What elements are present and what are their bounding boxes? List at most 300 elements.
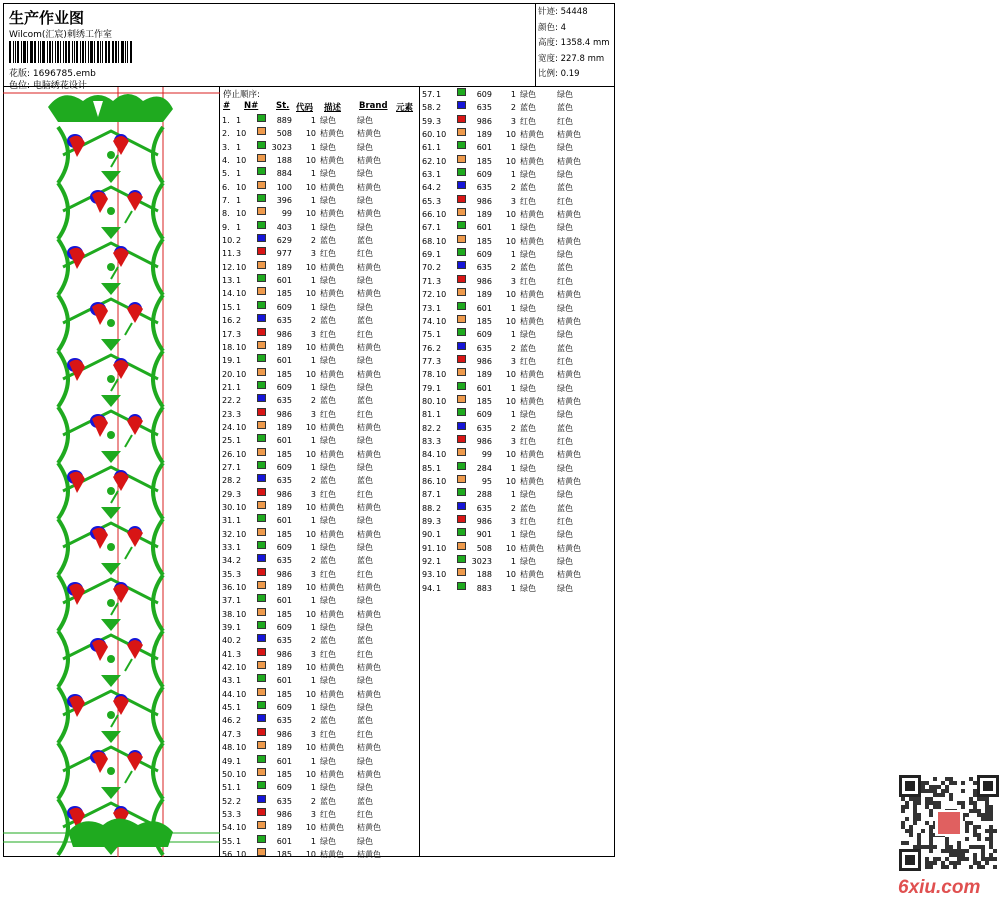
thread-index: 1 bbox=[436, 583, 442, 593]
color-desc: 红色 bbox=[520, 276, 536, 286]
stop-row bbox=[420, 435, 620, 448]
color-code: 1 bbox=[510, 530, 516, 540]
stop-row bbox=[220, 848, 420, 861]
color-brand: 蓝色 bbox=[557, 263, 573, 273]
row-number: 41. bbox=[222, 649, 235, 659]
color-swatch bbox=[257, 768, 266, 776]
color-brand: 蓝色 bbox=[357, 556, 373, 566]
color-brand: 桔黄色 bbox=[557, 290, 581, 300]
row-number: 28. bbox=[222, 476, 235, 486]
row-number: 67. bbox=[422, 223, 435, 233]
row-number: 14. bbox=[222, 289, 235, 299]
column-headers: # N# St. 代码 描述 Brand 元素 bbox=[223, 101, 414, 113]
color-desc: 蓝色 bbox=[520, 183, 536, 193]
color-brand: 红色 bbox=[557, 517, 573, 526]
color-code: 1 bbox=[310, 462, 316, 472]
stop-row bbox=[220, 287, 420, 300]
color-brand: 红色 bbox=[557, 356, 573, 366]
color-swatch bbox=[257, 194, 266, 202]
color-desc: 桔黄色 bbox=[520, 236, 544, 246]
color-code: 2 bbox=[310, 796, 316, 806]
thread-index: 1 bbox=[436, 383, 442, 393]
thread-index: 2 bbox=[436, 263, 442, 273]
row-number: 79. bbox=[422, 383, 435, 393]
color-brand: 桔黄色 bbox=[557, 543, 581, 553]
stop-row bbox=[420, 342, 620, 355]
color-swatch bbox=[457, 168, 466, 176]
color-swatch bbox=[457, 448, 466, 456]
stitch-count: 601 bbox=[276, 756, 292, 766]
color-desc: 红色 bbox=[520, 517, 536, 526]
thread-index: 1 bbox=[236, 623, 242, 633]
row-number: 33. bbox=[222, 543, 235, 552]
thread-index: 10 bbox=[236, 502, 247, 512]
color-swatch bbox=[257, 421, 266, 429]
row-number: 32. bbox=[222, 529, 235, 539]
color-code: 2 bbox=[310, 396, 316, 406]
color-code: 1 bbox=[310, 302, 316, 312]
color-desc: 绿色 bbox=[320, 543, 336, 552]
stitch-count: 609 bbox=[276, 623, 292, 633]
color-swatch bbox=[257, 728, 266, 736]
thread-index: 1 bbox=[436, 530, 442, 540]
stop-row bbox=[220, 274, 420, 287]
color-swatch bbox=[457, 328, 466, 336]
stitch-count: 188 bbox=[476, 570, 492, 580]
color-swatch bbox=[257, 461, 266, 469]
color-brand: 蓝色 bbox=[557, 423, 573, 433]
color-code: 1 bbox=[310, 356, 316, 366]
color-position: 电脑绣花设计 bbox=[32, 81, 87, 91]
stop-row bbox=[420, 462, 620, 475]
thread-index: 3 bbox=[436, 436, 442, 446]
color-swatch bbox=[257, 488, 266, 496]
color-swatch bbox=[457, 422, 466, 430]
stitch-count: 986 bbox=[276, 649, 292, 659]
color-desc: 蓝色 bbox=[320, 796, 336, 806]
color-desc: 绿色 bbox=[320, 169, 336, 179]
color-brand: 绿色 bbox=[557, 383, 573, 393]
color-code: 1 bbox=[310, 436, 316, 446]
color-brand: 绿色 bbox=[557, 303, 573, 313]
color-brand: 红色 bbox=[557, 196, 573, 206]
color-swatch bbox=[257, 434, 266, 442]
stop-row bbox=[420, 422, 620, 435]
stitch-count: 189 bbox=[276, 342, 292, 352]
stitch-count: 601 bbox=[276, 516, 292, 526]
color-swatch bbox=[457, 395, 466, 403]
stitch-count: 601 bbox=[476, 143, 492, 153]
color-line: 色位: 电脑绣花设计 bbox=[9, 81, 87, 91]
thread-index: 1 bbox=[236, 676, 242, 686]
row-number: 39. bbox=[222, 623, 235, 633]
color-desc: 蓝色 bbox=[520, 423, 536, 433]
row-number: 1. bbox=[222, 116, 230, 125]
color-swatch bbox=[257, 674, 266, 682]
stitch-count: 609 bbox=[276, 462, 292, 472]
row-number: 59. bbox=[422, 116, 435, 126]
stop-row bbox=[220, 301, 420, 314]
stop-row bbox=[420, 88, 620, 101]
stop-row bbox=[420, 302, 620, 315]
color-swatch bbox=[257, 848, 266, 856]
color-swatch bbox=[257, 688, 266, 696]
stitch-count: 189 bbox=[476, 210, 492, 220]
stat-height: 高度: 1358.4 mm bbox=[538, 38, 610, 48]
stitch-count: 185 bbox=[276, 849, 292, 859]
stop-row bbox=[220, 341, 420, 354]
color-desc: 绿色 bbox=[520, 383, 536, 393]
stop-row bbox=[220, 408, 420, 421]
stop-row bbox=[420, 515, 620, 528]
row-number: 27. bbox=[222, 462, 235, 472]
stitch-count: 609 bbox=[276, 543, 292, 552]
color-desc: 绿色 bbox=[320, 596, 336, 606]
color-desc: 绿色 bbox=[520, 90, 536, 99]
stop-row bbox=[220, 394, 420, 407]
thread-index: 10 bbox=[236, 743, 247, 753]
color-swatch bbox=[457, 475, 466, 483]
stitch-count: 986 bbox=[476, 517, 492, 526]
color-brand: 蓝色 bbox=[557, 183, 573, 193]
row-number: 72. bbox=[422, 290, 435, 300]
color-brand: 绿色 bbox=[357, 676, 373, 686]
color-swatch bbox=[257, 381, 266, 389]
color-desc: 桔黄色 bbox=[320, 689, 344, 699]
stop-row bbox=[220, 381, 420, 394]
color-code: 1 bbox=[510, 250, 516, 260]
color-swatch bbox=[457, 568, 466, 576]
row-number: 88. bbox=[422, 503, 435, 513]
row-number: 11. bbox=[222, 249, 235, 259]
color-desc: 绿色 bbox=[520, 170, 536, 180]
stop-row bbox=[220, 808, 420, 821]
row-number: 50. bbox=[222, 769, 235, 779]
stop-row bbox=[220, 541, 420, 554]
stop-row bbox=[220, 701, 420, 714]
row-number: 76. bbox=[422, 343, 435, 353]
stitch-count: 986 bbox=[476, 196, 492, 206]
color-code: 2 bbox=[310, 316, 316, 326]
stop-row bbox=[220, 741, 420, 754]
row-number: 82. bbox=[422, 423, 435, 433]
color-brand: 绿色 bbox=[557, 250, 573, 260]
color-code: 10 bbox=[305, 342, 316, 352]
stitch-count: 635 bbox=[276, 716, 292, 726]
color-swatch bbox=[257, 741, 266, 749]
stitch-count: 601 bbox=[476, 223, 492, 233]
color-code: 2 bbox=[310, 476, 316, 486]
color-desc: 桔黄色 bbox=[320, 369, 344, 379]
stitch-count: 185 bbox=[276, 689, 292, 699]
color-code: 1 bbox=[310, 382, 316, 392]
color-swatch bbox=[257, 474, 266, 482]
color-swatch bbox=[257, 221, 266, 229]
thread-index: 10 bbox=[236, 849, 247, 859]
color-brand: 红色 bbox=[357, 489, 373, 499]
color-brand: 桔黄色 bbox=[357, 182, 381, 192]
embroidery-design-image bbox=[3, 87, 220, 857]
thread-index: 10 bbox=[436, 210, 447, 220]
thread-index: 1 bbox=[436, 490, 442, 500]
color-swatch bbox=[257, 314, 266, 322]
color-brand: 绿色 bbox=[357, 783, 373, 793]
color-code: 2 bbox=[310, 716, 316, 726]
thread-index: 3 bbox=[436, 517, 442, 526]
row-number: 44. bbox=[222, 689, 235, 699]
color-swatch bbox=[457, 555, 466, 563]
row-number: 86. bbox=[422, 476, 435, 486]
stitch-count: 986 bbox=[476, 356, 492, 366]
color-swatch bbox=[257, 127, 266, 135]
stop-row bbox=[420, 275, 620, 288]
thread-index: 2 bbox=[236, 636, 242, 646]
color-swatch bbox=[257, 181, 266, 189]
row-number: 12. bbox=[222, 262, 235, 272]
stitch-count: 609 bbox=[476, 170, 492, 180]
color-desc: 桔黄色 bbox=[320, 769, 344, 779]
color-code: 10 bbox=[305, 289, 316, 299]
thread-index: 1 bbox=[236, 196, 242, 206]
color-brand: 蓝色 bbox=[357, 396, 373, 406]
color-desc: 桔黄色 bbox=[320, 156, 344, 166]
color-swatch bbox=[257, 501, 266, 509]
color-swatch bbox=[457, 502, 466, 510]
row-number: 45. bbox=[222, 703, 235, 713]
color-code: 2 bbox=[510, 103, 516, 113]
color-brand: 绿色 bbox=[357, 116, 373, 125]
stop-row bbox=[220, 261, 420, 274]
row-number: 80. bbox=[422, 396, 435, 406]
thread-index: 10 bbox=[436, 450, 447, 460]
color-swatch bbox=[257, 167, 266, 175]
stitch-count: 609 bbox=[476, 90, 492, 99]
color-swatch bbox=[257, 354, 266, 362]
color-code: 10 bbox=[305, 663, 316, 673]
stop-row bbox=[220, 581, 420, 594]
color-swatch bbox=[257, 701, 266, 709]
color-desc: 桔黄色 bbox=[520, 290, 544, 300]
color-desc: 绿色 bbox=[320, 703, 336, 713]
row-number: 74. bbox=[422, 316, 435, 326]
stop-row bbox=[220, 594, 420, 607]
color-code: 1 bbox=[310, 623, 316, 633]
color-desc: 红色 bbox=[320, 569, 336, 579]
watermark-logo: 6xiu.com bbox=[898, 877, 981, 898]
row-number: 49. bbox=[222, 756, 235, 766]
color-brand: 绿色 bbox=[357, 222, 373, 232]
row-number: 21. bbox=[222, 382, 235, 392]
color-swatch bbox=[257, 528, 266, 536]
stitch-count: 601 bbox=[276, 596, 292, 606]
stitch-count: 189 bbox=[276, 743, 292, 753]
color-desc: 桔黄色 bbox=[320, 262, 344, 272]
color-swatch bbox=[257, 394, 266, 402]
color-brand: 桔黄色 bbox=[357, 209, 381, 219]
stitch-count: 189 bbox=[276, 262, 292, 272]
thread-index: 1 bbox=[236, 222, 242, 232]
color-code: 10 bbox=[305, 743, 316, 753]
stitch-count: 185 bbox=[476, 236, 492, 246]
stitch-count: 609 bbox=[276, 382, 292, 392]
color-brand: 桔黄色 bbox=[357, 689, 381, 699]
color-code: 1 bbox=[310, 196, 316, 206]
color-swatch bbox=[457, 208, 466, 216]
color-brand: 红色 bbox=[357, 569, 373, 579]
color-code: 2 bbox=[510, 343, 516, 353]
color-desc: 桔黄色 bbox=[520, 570, 544, 580]
row-number: 81. bbox=[422, 410, 435, 420]
stat-scale: 比例: 0.19 bbox=[538, 69, 580, 79]
row-number: 29. bbox=[222, 489, 235, 499]
row-number: 64. bbox=[422, 183, 435, 193]
color-code: 3 bbox=[510, 517, 516, 526]
stitch-count: 986 bbox=[276, 569, 292, 579]
color-swatch bbox=[257, 608, 266, 616]
stop-row bbox=[420, 542, 620, 555]
color-swatch bbox=[457, 382, 466, 390]
stop-row bbox=[220, 448, 420, 461]
color-desc: 绿色 bbox=[520, 557, 536, 567]
color-brand: 桔黄色 bbox=[357, 449, 381, 459]
color-desc: 桔黄色 bbox=[320, 823, 344, 833]
row-number: 84. bbox=[422, 450, 435, 460]
color-brand: 蓝色 bbox=[357, 476, 373, 486]
color-desc: 绿色 bbox=[320, 462, 336, 472]
color-code: 1 bbox=[310, 543, 316, 552]
stitch-count: 100 bbox=[276, 182, 292, 192]
color-swatch bbox=[257, 287, 266, 295]
stitch-count: 629 bbox=[276, 236, 292, 246]
color-brand: 桔黄色 bbox=[357, 289, 381, 299]
color-brand: 绿色 bbox=[357, 436, 373, 446]
color-brand: 蓝色 bbox=[357, 316, 373, 326]
color-swatch bbox=[257, 514, 266, 522]
row-number: 3. bbox=[222, 142, 230, 152]
color-swatch bbox=[257, 234, 266, 242]
color-swatch bbox=[457, 515, 466, 523]
color-desc: 蓝色 bbox=[320, 396, 336, 406]
color-swatch bbox=[457, 408, 466, 416]
row-number: 71. bbox=[422, 276, 435, 286]
color-swatch bbox=[257, 594, 266, 602]
color-brand: 桔黄色 bbox=[357, 743, 381, 753]
thread-index: 10 bbox=[236, 609, 247, 619]
color-swatch bbox=[457, 101, 466, 109]
stop-list-2 bbox=[420, 88, 620, 595]
stat-stitches: 针迹: 54448 bbox=[538, 7, 588, 17]
stitch-count: 986 bbox=[476, 116, 492, 126]
barcode bbox=[9, 41, 133, 63]
color-desc: 绿色 bbox=[520, 143, 536, 153]
color-desc: 桔黄色 bbox=[320, 422, 344, 432]
thread-index: 2 bbox=[436, 503, 442, 513]
color-brand: 绿色 bbox=[357, 196, 373, 206]
color-brand: 红色 bbox=[557, 276, 573, 286]
color-desc: 红色 bbox=[320, 729, 336, 739]
page-title: 生产作业图 bbox=[9, 9, 85, 27]
stop-row bbox=[220, 768, 420, 781]
color-brand: 桔黄色 bbox=[557, 210, 581, 220]
color-swatch bbox=[457, 181, 466, 189]
color-brand: 桔黄色 bbox=[357, 129, 381, 139]
color-code: 10 bbox=[505, 210, 516, 220]
color-brand: 绿色 bbox=[557, 530, 573, 540]
thread-index: 2 bbox=[436, 103, 442, 113]
color-swatch bbox=[257, 821, 266, 829]
color-swatch bbox=[457, 435, 466, 443]
stop-row bbox=[420, 582, 620, 595]
color-brand: 绿色 bbox=[357, 169, 373, 179]
row-number: 66. bbox=[422, 210, 435, 220]
color-desc: 绿色 bbox=[520, 410, 536, 420]
color-brand: 桔黄色 bbox=[357, 156, 381, 166]
color-brand: 绿色 bbox=[557, 170, 573, 180]
stop-row bbox=[420, 261, 620, 274]
color-code: 1 bbox=[310, 836, 316, 846]
color-swatch bbox=[257, 328, 266, 336]
thread-index: 3 bbox=[436, 276, 442, 286]
thread-index: 2 bbox=[236, 396, 242, 406]
stop-row bbox=[220, 247, 420, 260]
color-brand: 桔黄色 bbox=[557, 476, 581, 486]
stitch-count: 288 bbox=[476, 490, 492, 500]
color-desc: 红色 bbox=[520, 116, 536, 126]
row-number: 42. bbox=[222, 663, 235, 673]
color-swatch bbox=[257, 661, 266, 669]
qr-code-icon bbox=[895, 772, 1003, 874]
color-brand: 桔黄色 bbox=[357, 262, 381, 272]
stop-row bbox=[220, 621, 420, 634]
stitch-count: 977 bbox=[276, 249, 292, 259]
color-desc: 蓝色 bbox=[320, 236, 336, 246]
stop-row bbox=[220, 821, 420, 834]
stop-row bbox=[420, 181, 620, 194]
stitch-count: 189 bbox=[276, 583, 292, 593]
thread-index: 10 bbox=[236, 583, 247, 593]
color-desc: 绿色 bbox=[520, 583, 536, 593]
color-code: 3 bbox=[310, 649, 316, 659]
color-swatch bbox=[257, 154, 266, 162]
color-code: 10 bbox=[505, 130, 516, 140]
thread-index: 1 bbox=[436, 303, 442, 313]
row-number: 34. bbox=[222, 556, 235, 566]
color-code: 1 bbox=[510, 143, 516, 153]
row-number: 51. bbox=[222, 783, 235, 793]
row-number: 10. bbox=[222, 236, 235, 246]
thread-index: 1 bbox=[236, 836, 242, 846]
row-number: 70. bbox=[422, 263, 435, 273]
color-code: 10 bbox=[305, 529, 316, 539]
thread-index: 2 bbox=[236, 556, 242, 566]
color-swatch bbox=[457, 235, 466, 243]
stop-row bbox=[420, 101, 620, 114]
color-code: 2 bbox=[510, 503, 516, 513]
row-number: 2. bbox=[222, 129, 230, 139]
thread-index: 10 bbox=[436, 316, 447, 326]
stop-row bbox=[220, 314, 420, 327]
color-code: 10 bbox=[305, 823, 316, 833]
color-swatch bbox=[257, 448, 266, 456]
stitch-count: 609 bbox=[276, 783, 292, 793]
color-code: 1 bbox=[510, 557, 516, 567]
thread-index: 1 bbox=[236, 516, 242, 526]
color-code: 10 bbox=[505, 316, 516, 326]
company-name: Wilcom(汇宸)刺绣工作室 bbox=[9, 30, 112, 40]
thread-index: 1 bbox=[236, 382, 242, 392]
stop-row bbox=[220, 714, 420, 727]
stitch-count: 609 bbox=[476, 410, 492, 420]
